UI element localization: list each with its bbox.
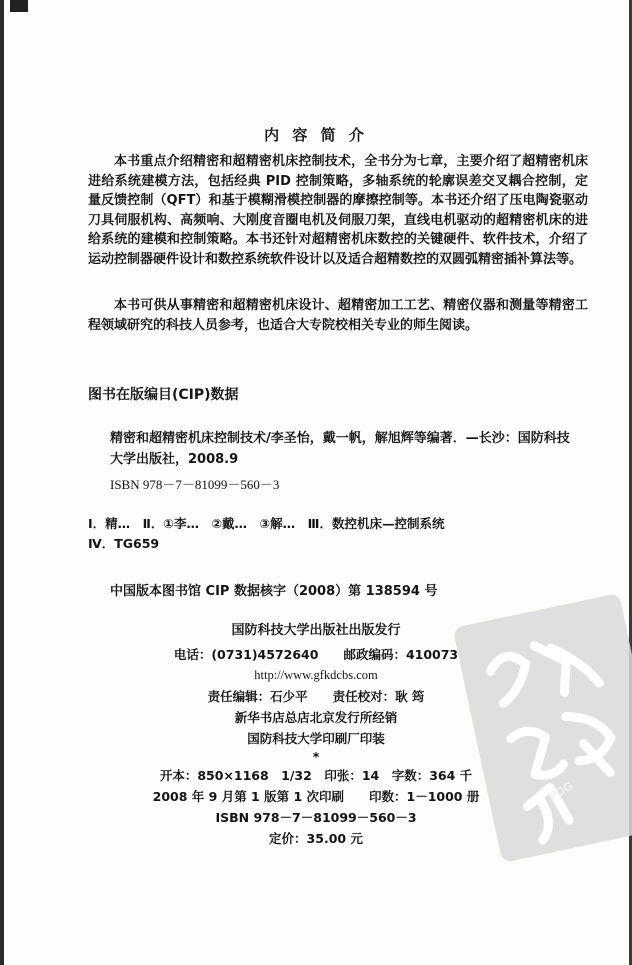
brief-paragraph-2: 本书可供从事精密和超精密机床设计、超精密加工工艺、精密仪器和测量等精密工程领域研究的科技人员参考，也适合大专院校相关专业的师生阅读。 (88, 298, 588, 333)
printer-line: 国防科技大学印刷厂印装 (247, 731, 385, 746)
edition-line: 2008 年 9 月第 1 版第 1 次印刷 印数：1－1000 册 (152, 789, 480, 804)
cip-heading: 图书在版编目(CIP)数据 (88, 387, 239, 403)
cip-description: 精密和超精密机床控制技术/李圣怡，戴一帆，解旭辉等编著．—长沙：国防科技大学出版社，2008.9 (110, 431, 570, 467)
scan-corner-mark (10, 0, 28, 12)
distributor-line: 新华书店总店北京发行所经销 (234, 710, 398, 725)
brief-title: 内 容 简 介 (264, 126, 368, 144)
publisher-line: 国防科技大学出版社出版发行 (231, 623, 401, 638)
cip-classification-line-2: Ⅳ．TG659 (88, 536, 160, 551)
cip-record-number: 中国版本图书馆 CIP 数据核字（2008）第 138594 号 (110, 584, 438, 599)
brief-paragraph-1: 本书重点介绍精密和超精密机床控制技术，全书分为七章，主要介绍了超精密机床进给系统建模方法，包括经典 PID 控制策略，多轴系统的轮廓误差交叉耦合控制，定量反馈控制（QFT）和基于模糊滑模控制器的摩擦控制等。本书还介绍了压电陶瓷驱动刀具伺服机构、高频响、大刚度音圈电机及伺服刀架，直线电机驱动的超精密机床的进给系统的建模和控制策略。本书还针对超精密机床数控的关键硬件、软件技术，介绍了运动控制器硬件设计和数控系统软件设计以及适合超精数控的双圆弧精密插补算法等。 (88, 154, 588, 267)
separator-star: * (312, 749, 320, 764)
colophon-isbn: ISBN 978－7－81099－560－3 (215, 810, 417, 825)
cip-classification-line-1: Ⅰ．精… Ⅱ．①李… ②戴… ③解… Ⅲ．数控机床—控制系统 (88, 516, 445, 531)
contact-line: 电话：(0731)4572640 邮政编码：410073 (173, 647, 459, 662)
cip-isbn: ISBN 978－7－81099－560－3 (110, 477, 280, 492)
website-url: http://www.gfkdcbs.com (254, 668, 378, 682)
cip-classification (88, 514, 444, 554)
format-line: 开本：850×1168 1/32 印张：14 字数：364 千 (159, 768, 473, 783)
price-line: 定价：35.00 元 (269, 831, 363, 846)
editors-line: 责任编辑：石少平 责任校对：耿 筠 (207, 689, 425, 704)
pdg-watermark-label: PDG (546, 778, 576, 804)
